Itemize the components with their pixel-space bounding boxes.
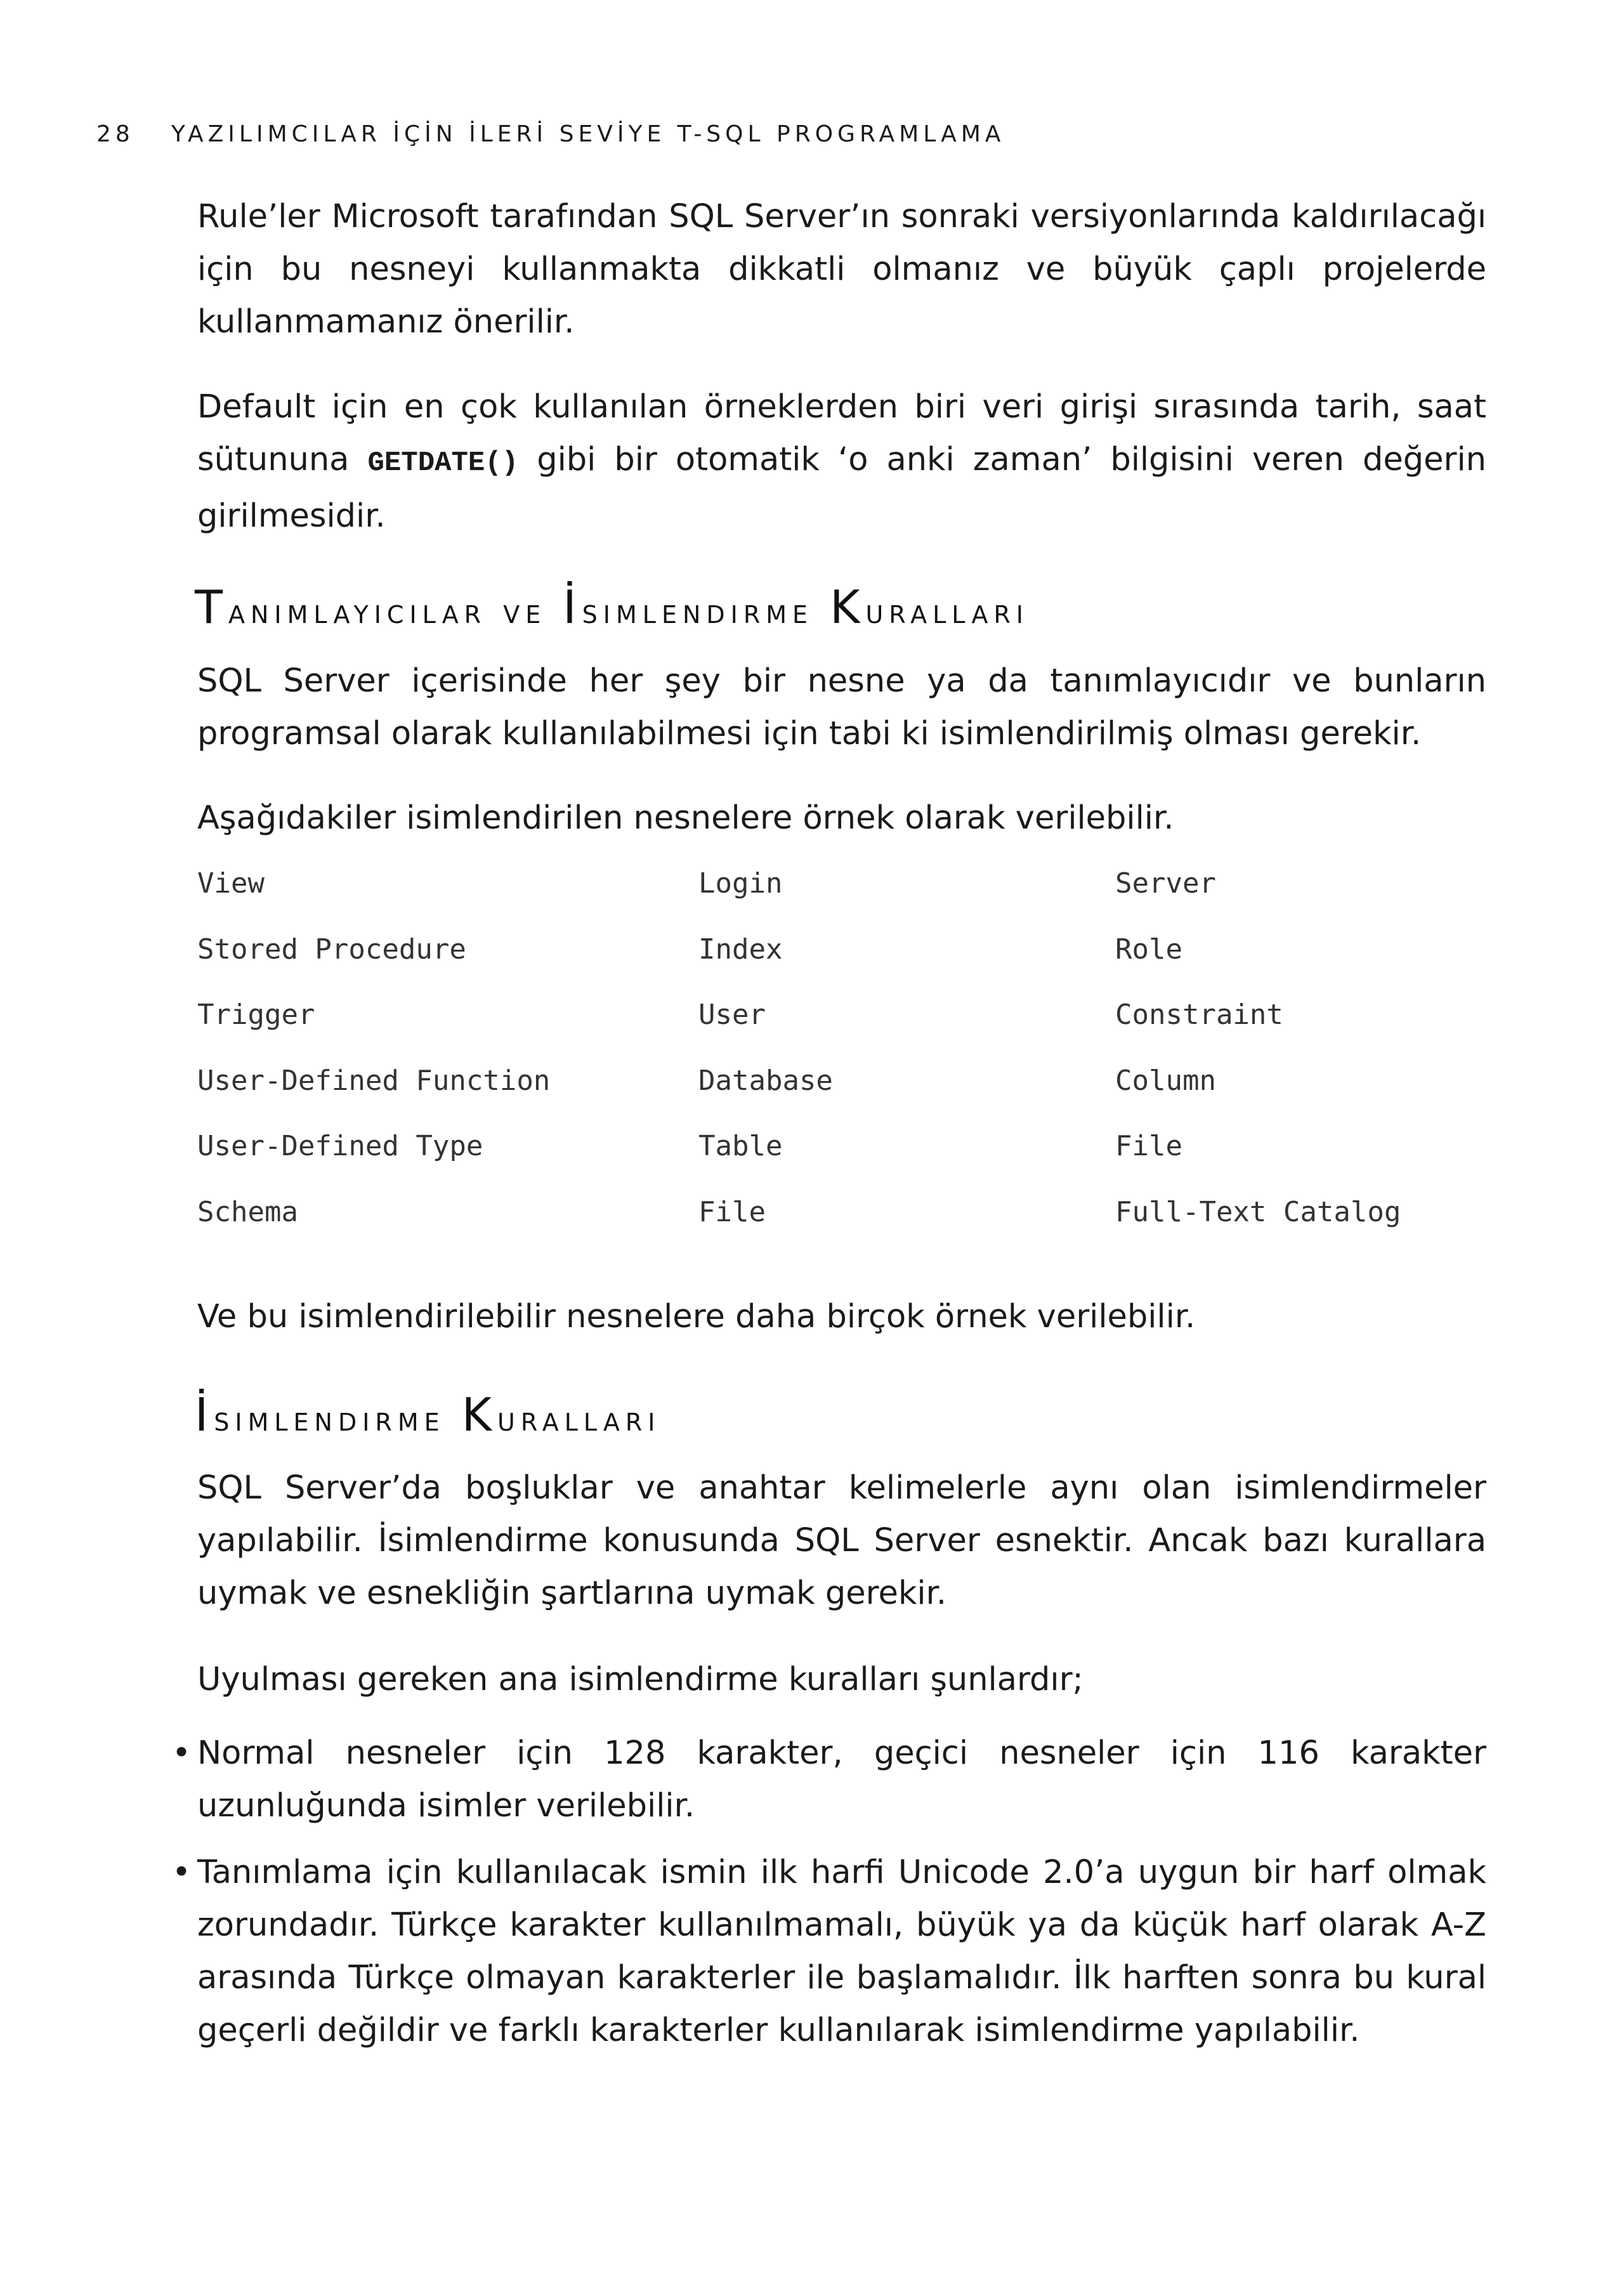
inline-code-getdate: GETDATE() [367, 447, 519, 479]
object-name: Database [698, 1064, 833, 1097]
heading-cap-letter: İ [563, 580, 582, 634]
paragraph-default-text-end: gibi bir otomatik ‘o anki zaman’ bilgisini veren değerin girilmesidir. [197, 441, 1486, 535]
book-title: YAZILIMCILAR İÇİN İLERİ SEVİYE T-SQL PROGRAMLAMA [171, 121, 1005, 147]
object-name: Schema [197, 1195, 298, 1228]
paragraph-default-example [197, 381, 1486, 542]
heading-text: simlendirme [214, 1399, 462, 1439]
object-name: Constraint [1115, 999, 1283, 1031]
running-header [96, 118, 1005, 150]
object-name: Column [1115, 1064, 1216, 1097]
heading-cap-letter: T [195, 580, 228, 634]
objects-row [197, 1062, 1486, 1128]
heading-cap-letter: K [461, 1388, 498, 1441]
objects-row [197, 1193, 1486, 1259]
paragraph-rules-intro: Uyulması gereken ana isimlendirme kuralları şunlardır; [197, 1661, 1084, 1698]
objects-row [197, 996, 1486, 1062]
object-name: User [698, 999, 766, 1031]
bullet-icon: • [172, 1734, 192, 1772]
paragraph-examples-intro: Aşağıdakiler isimlendirilen nesnelere örnek olarak verilebilir. [197, 799, 1174, 837]
paragraph-default-text-start: Default için en çok kullanılan örneklerden biri veri girişi sırasında tarih, saat sütununa [197, 388, 1486, 478]
heading-text: simlendirme [582, 591, 830, 631]
paragraph-naming-flexibility: SQL Server’da boşluklar ve anahtar kelimelerle aynı olan isimlendirmeler yapılabilir. İsimlendirme konusunda SQL Server esnektir. Ancak bazı kurallara uymak ve esnekliğin şartlarına uymak gerekir. [197, 1469, 1486, 1612]
paragraph-more-examples: Ve bu isimlendirilebilir nesnelere daha birçok örnek verilebilir. [197, 1298, 1196, 1335]
paragraph-rule-deprecation: Rule’ler Microsoft tarafından SQL Server’ın sonraki versiyonlarında kaldırılacağı için bu nesneyi kullanmakta dikkatli olmanız ve büyük çaplı projelerde kullanmamanız önerilir. [197, 198, 1486, 341]
named-objects-list [197, 865, 1486, 1259]
object-name: User-Defined Function [197, 1064, 551, 1097]
object-name: View [197, 867, 265, 900]
objects-row [197, 931, 1486, 997]
heading-text: uralları [865, 591, 1029, 631]
paragraph-everything-object: SQL Server içerisinde her şey bir nesne ya da tanımlayıcıdır ve bunların programsal olarak kullanılabilmesi için tabi ki isimlendirilmiş olması gerekir. [197, 662, 1486, 752]
section-heading-identifiers-naming [195, 580, 1029, 634]
object-name: File [698, 1195, 766, 1228]
bullet-icon: • [172, 1854, 192, 1891]
bullet-text: Tanımlama için kullanılacak ismin ilk harfi Unicode 2.0’a uygun bir harf olmak zorundadır. Türkçe karakter kullanılmamalı, büyük ya da küçük harf olarak A-Z arasında Türkçe olmayan karakterler ile başlamalıdır. İlk harften sonra bu kural geçerli değildir ve farklı karakterler kullanılarak isimlendirme yapılabilir. [197, 1854, 1486, 2049]
heading-cap-letter: K [830, 580, 866, 634]
object-name: Login [698, 867, 783, 900]
bullet-item-first-letter-rule [172, 1846, 1486, 2057]
object-name: Stored Procedure [197, 933, 466, 966]
object-name: Role [1115, 933, 1182, 966]
object-name: Table [698, 1130, 783, 1162]
object-name: Full-Text Catalog [1115, 1195, 1401, 1228]
bullet-text: Normal nesneler için 128 karakter, geçici nesneler için 116 karakter uzunluğunda isimler verilebilir. [197, 1734, 1486, 1825]
object-name: Index [698, 933, 783, 966]
section-heading-naming-rules [195, 1388, 661, 1441]
heading-cap-letter: İ [195, 1388, 214, 1441]
object-name: File [1115, 1130, 1182, 1162]
heading-text: anımlayıcılar ve [228, 591, 563, 631]
object-name: Trigger [197, 999, 315, 1031]
heading-text: uralları [497, 1399, 661, 1439]
bullet-item-length-rule [172, 1727, 1486, 1832]
objects-row [197, 865, 1486, 931]
page-number: 28 [96, 121, 134, 147]
object-name: Server [1115, 867, 1216, 900]
object-name: User-Defined Type [197, 1130, 483, 1162]
objects-row [197, 1127, 1486, 1193]
